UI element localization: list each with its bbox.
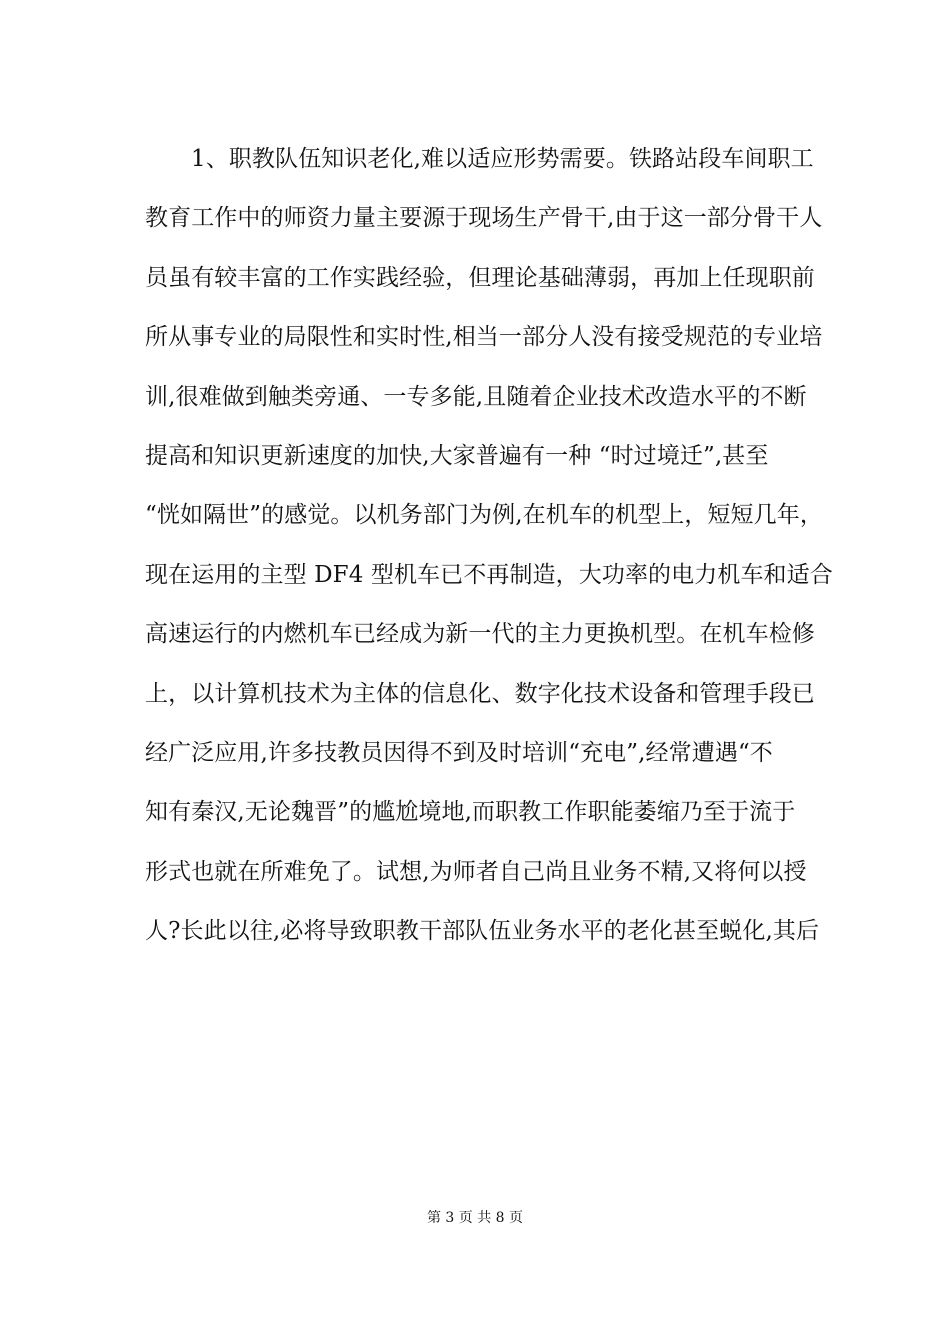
text-line-1: 1、职教队伍知识老化,难以适应形势需要。铁路站段车间职工	[191, 146, 814, 172]
page-footer	[0, 1208, 950, 1228]
text-line-12: 知有秦汉,无论魏晋”的尴尬境地,而职教工作职能萎缩乃至于流于	[145, 799, 796, 826]
text-line-11: 经广泛应用,许多技教员因得不到及时培训“充电”,经常遭遇“不	[145, 739, 773, 766]
body-paragraph	[145, 130, 833, 961]
text-line-13: 形式也就在所难免了。试想,为师者自己尚且业务不精,又将何以授	[145, 858, 807, 885]
text-line-6: 提高和知识更新速度的加快,大家普遍有一种 “时过境迁”,甚至	[145, 442, 769, 469]
text-line-4: 所从事专业的局限性和实时性,相当一部分人没有接受规范的专业培	[145, 324, 823, 351]
text-line-8: 现在运用的主型 DF4 型机车已不再制造，大功率的电力机车和适合	[145, 561, 833, 588]
text-line-5: 训,很难做到触类旁通、一专多能,且随着企业技术改造水平的不断	[145, 383, 807, 410]
text-line-2: 教育工作中的师资力量主要源于现场生产骨干,由于这一部分骨干人	[145, 205, 823, 232]
text-line-3: 员虽有较丰富的工作实践经验，但理论基础薄弱，再加上任现职前	[145, 264, 815, 291]
text-line-10: 上，以计算机技术为主体的信息化、数字化技术设备和管理手段已	[145, 680, 815, 707]
text-line-9: 高速运行的内燃机车已经成为新一代的主力更换机型。在机车检修	[145, 621, 815, 648]
text-line-14: 人?长此以往,必将导致职教干部队伍业务水平的老化甚至蜕化,其后	[145, 918, 820, 945]
text-line-7: “恍如隔世”的感觉。以机务部门为例,在机车的机型上，短短几年，	[145, 502, 823, 529]
page-number-label: 第 3 页 共 8 页	[426, 1210, 524, 1226]
